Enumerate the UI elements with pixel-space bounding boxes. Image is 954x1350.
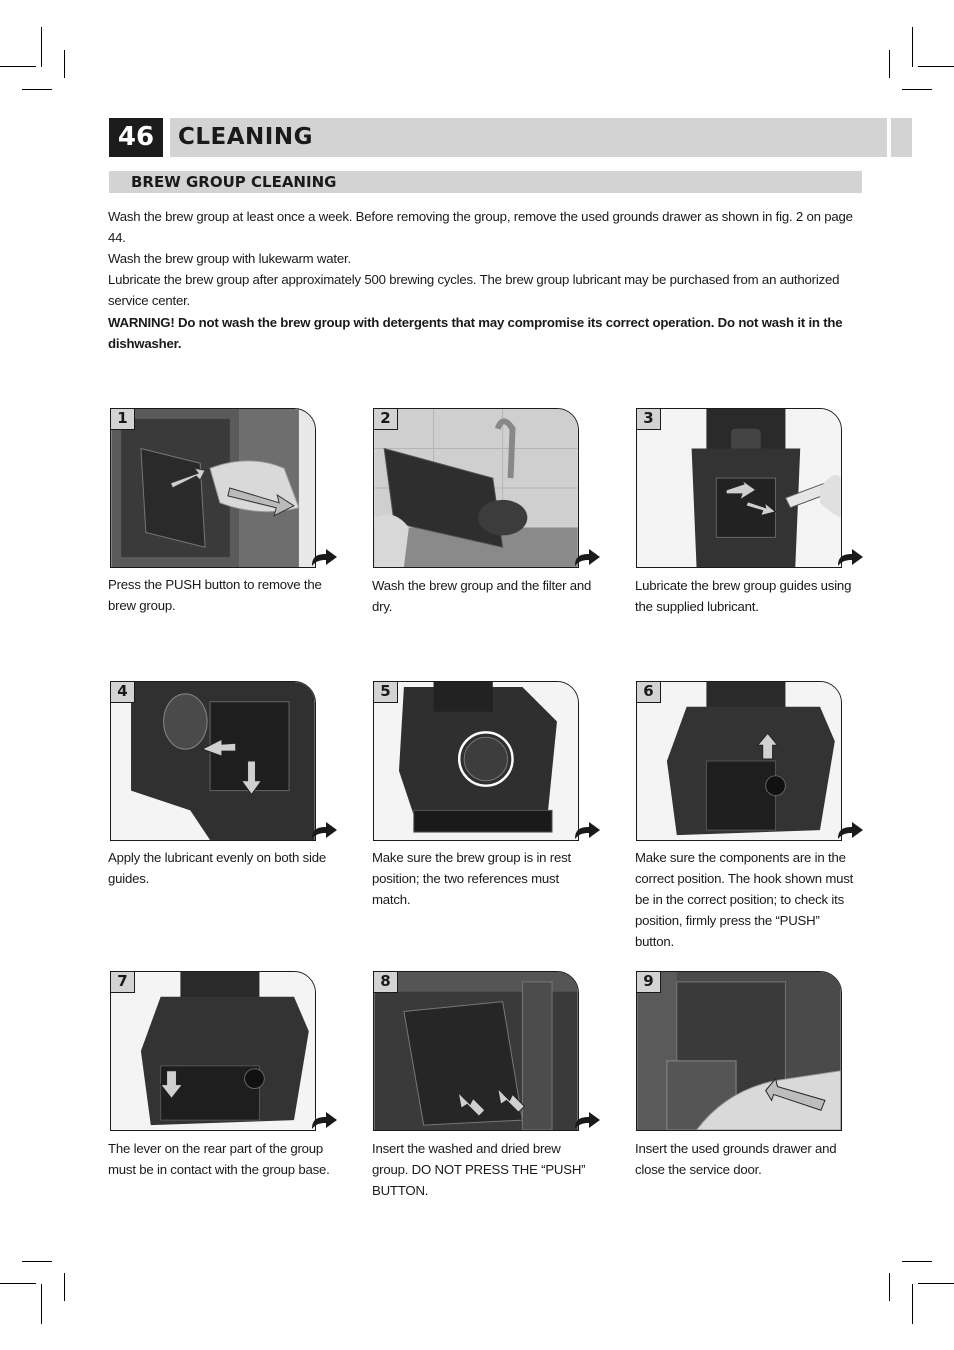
next-arrow-icon [310, 819, 338, 841]
figure-caption: Apply the lubricant evenly on both side guides. [108, 850, 326, 886]
figure-3 [636, 408, 862, 568]
next-arrow-icon [310, 546, 338, 568]
section-header [109, 171, 862, 193]
intro-text [108, 206, 858, 311]
figure-caption: Wash the brew group and the filter and dry. [372, 578, 592, 614]
figure-image [110, 681, 316, 841]
crop-mark [889, 1273, 890, 1301]
crop-mark [918, 1283, 954, 1284]
figure-1 [110, 408, 336, 568]
header-bar [170, 118, 887, 157]
figure-caption: Press the PUSH button to remove the brew group. [108, 577, 322, 613]
crop-mark [22, 1261, 52, 1262]
figure-caption: Make sure the components are in the correct position. The hook shown must be in the correct position; to check its position, firmly press the “PUSH” button. [635, 850, 854, 949]
figure-number: 4 [110, 681, 135, 703]
figure-4 [110, 681, 336, 841]
crop-mark [41, 27, 42, 67]
page-header [109, 118, 912, 157]
next-arrow-icon [573, 819, 601, 841]
side-guides-illustration [111, 682, 315, 840]
figure-caption: The lever on the rear part of the group must be in contact with the group base. [108, 1141, 330, 1177]
crop-mark [912, 1284, 913, 1324]
next-arrow-icon [310, 1109, 338, 1131]
crop-mark [0, 1283, 36, 1284]
next-arrow-icon [573, 546, 601, 568]
figure-number: 2 [373, 408, 398, 430]
figure-image [636, 971, 842, 1131]
page-number: 46 [109, 118, 163, 157]
crop-mark [918, 66, 954, 67]
lubricating-guides-illustration [637, 409, 841, 567]
crop-mark [912, 27, 913, 67]
figure-caption: Insert the used grounds drawer and close the service door. [635, 1141, 837, 1177]
rest-position-illustration [374, 682, 578, 840]
header-bar-end [891, 118, 912, 157]
next-arrow-icon [573, 1109, 601, 1131]
section-title: BREW GROUP CLEANING [131, 173, 337, 191]
crop-mark [41, 1284, 42, 1324]
page-title: CLEANING [178, 124, 313, 150]
crop-mark [0, 66, 36, 67]
figure-image [373, 408, 579, 568]
intro-paragraph: Wash the brew group at least once a week. Before removing the group, remove the used grounds drawer as shown in fig. 2 on page 44. [108, 209, 853, 245]
figure-number: 8 [373, 971, 398, 993]
figure-image [110, 971, 316, 1131]
intro-paragraph: Lubricate the brew group after approximately 500 brewing cycles. The brew group lubricant may be purchased from an authorized service center. [108, 272, 840, 308]
figure-image [636, 408, 842, 568]
insert-drawer-illustration [637, 972, 841, 1130]
figure-number: 7 [110, 971, 135, 993]
brew-group-washing-illustration [374, 409, 578, 567]
figure-5 [373, 681, 599, 841]
crop-mark [64, 1273, 65, 1301]
figure-6 [636, 681, 862, 841]
hook-position-illustration [637, 682, 841, 840]
figure-image [373, 971, 579, 1131]
rear-lever-illustration [111, 972, 315, 1130]
figure-number: 5 [373, 681, 398, 703]
figure-number: 3 [636, 408, 661, 430]
insert-brew-group-illustration [374, 972, 578, 1130]
figure-image [373, 681, 579, 841]
figure-number: 6 [636, 681, 661, 703]
crop-mark [902, 1261, 932, 1262]
figure-9 [636, 971, 862, 1131]
crop-mark [22, 89, 52, 90]
warning-text: WARNING! Do not wash the brew group with detergents that may compromise its correct operation. Do not wash it in the dishwasher. [108, 315, 843, 351]
crop-mark [64, 50, 65, 78]
figure-caption: Lubricate the brew group guides using the supplied lubricant. [635, 578, 852, 614]
intro-paragraph: Wash the brew group with lukewarm water. [108, 251, 351, 266]
figure-caption: Insert the washed and dried brew group. DO NOT PRESS THE “PUSH” BUTTON. [372, 1141, 586, 1198]
figure-caption: Make sure the brew group is in rest position; the two references must match. [372, 850, 571, 907]
crop-mark [889, 50, 890, 78]
crop-mark [902, 89, 932, 90]
figure-number: 1 [110, 408, 135, 430]
figure-image [636, 681, 842, 841]
figure-2 [373, 408, 599, 568]
next-arrow-icon [836, 819, 864, 841]
figure-image [110, 408, 316, 568]
figure-number: 9 [636, 971, 661, 993]
next-arrow-icon [836, 546, 864, 568]
figure-8 [373, 971, 599, 1131]
brew-group-removal-illustration [111, 409, 315, 567]
figure-7 [110, 971, 336, 1131]
